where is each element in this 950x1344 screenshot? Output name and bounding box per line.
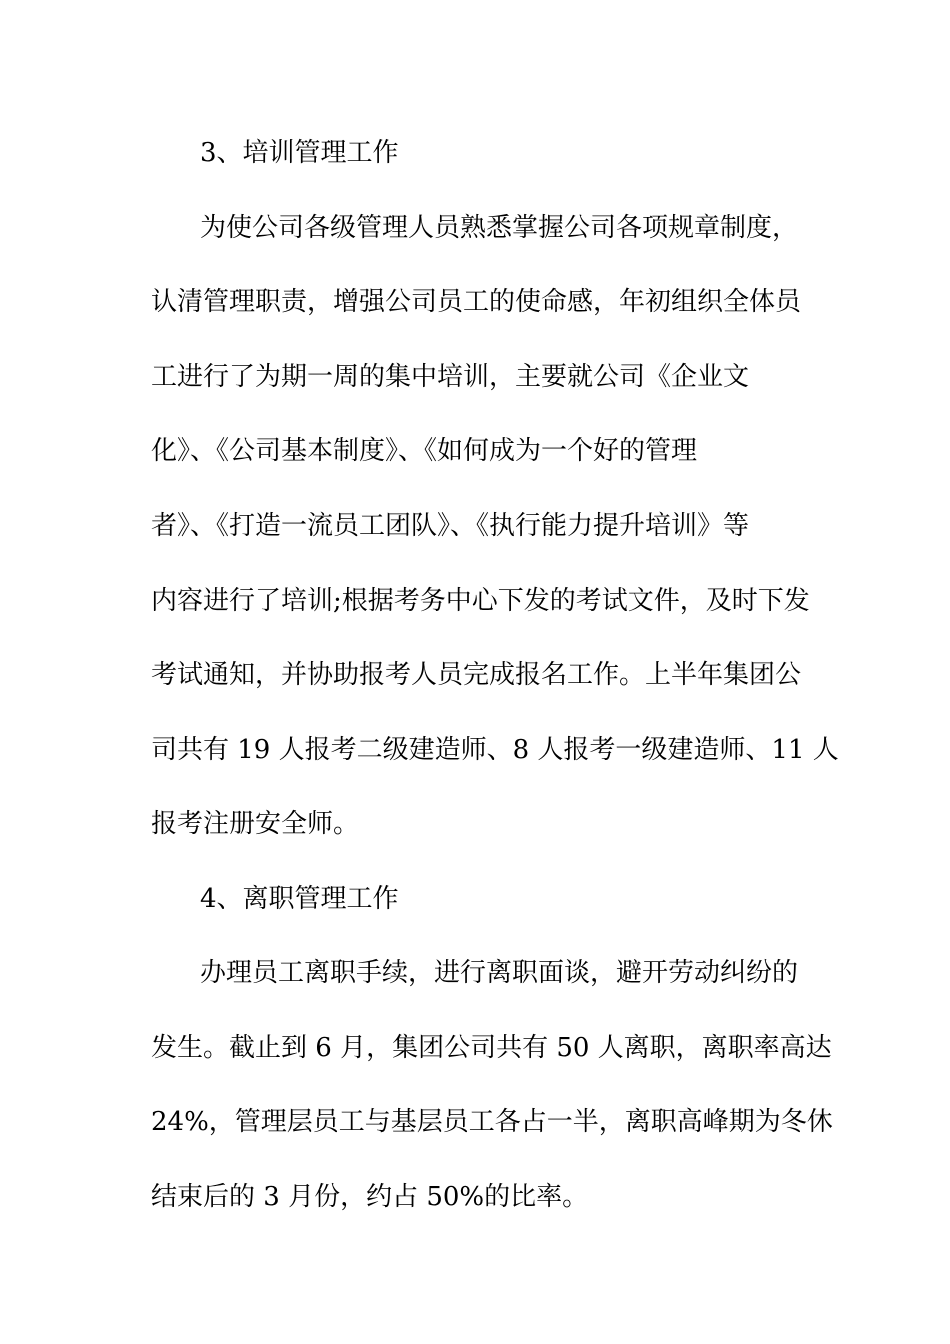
- paragraph-line: 者》、《打造一流员工团队》、《执行能力提升培训》等: [151, 511, 750, 541]
- paragraph-line: 结束后的 3 月份，约占 50%的比率。: [151, 1182, 589, 1212]
- section-heading-resignation: 4、离职管理工作: [200, 884, 399, 914]
- paragraph-line: 发生。截止到 6 月，集团公司共有 50 人离职，离职率高达: [151, 1033, 832, 1063]
- paragraph-line: 为使公司各级管理人员熟悉掌握公司各项规章制度，: [200, 213, 799, 243]
- paragraph-line: 报考注册安全师。: [151, 809, 360, 839]
- paragraph-line: 认清管理职责，增强公司员工的使命感，年初组织全体员: [151, 287, 802, 317]
- section-heading-training: 3、培训管理工作: [200, 138, 399, 168]
- paragraph-line: 工进行了为期一周的集中培训，主要就公司《企业文: [151, 362, 750, 392]
- paragraph-line: 化》、《公司基本制度》、《如何成为一个好的管理: [151, 436, 698, 466]
- paragraph-line: 24%，管理层员工与基层员工各占一半，离职高峰期为冬休: [151, 1107, 833, 1137]
- paragraph-line: 考试通知，并协助报考人员完成报名工作。上半年集团公: [151, 660, 802, 690]
- paragraph-line: 司共有 19 人报考二级建造师、8 人报考一级建造师、11 人: [151, 735, 839, 765]
- paragraph-line: 办理员工离职手续，进行离职面谈，避开劳动纠纷的: [200, 958, 799, 988]
- paragraph-line: 内容进行了培训;根据考务中心下发的考试文件，及时下发: [151, 586, 810, 616]
